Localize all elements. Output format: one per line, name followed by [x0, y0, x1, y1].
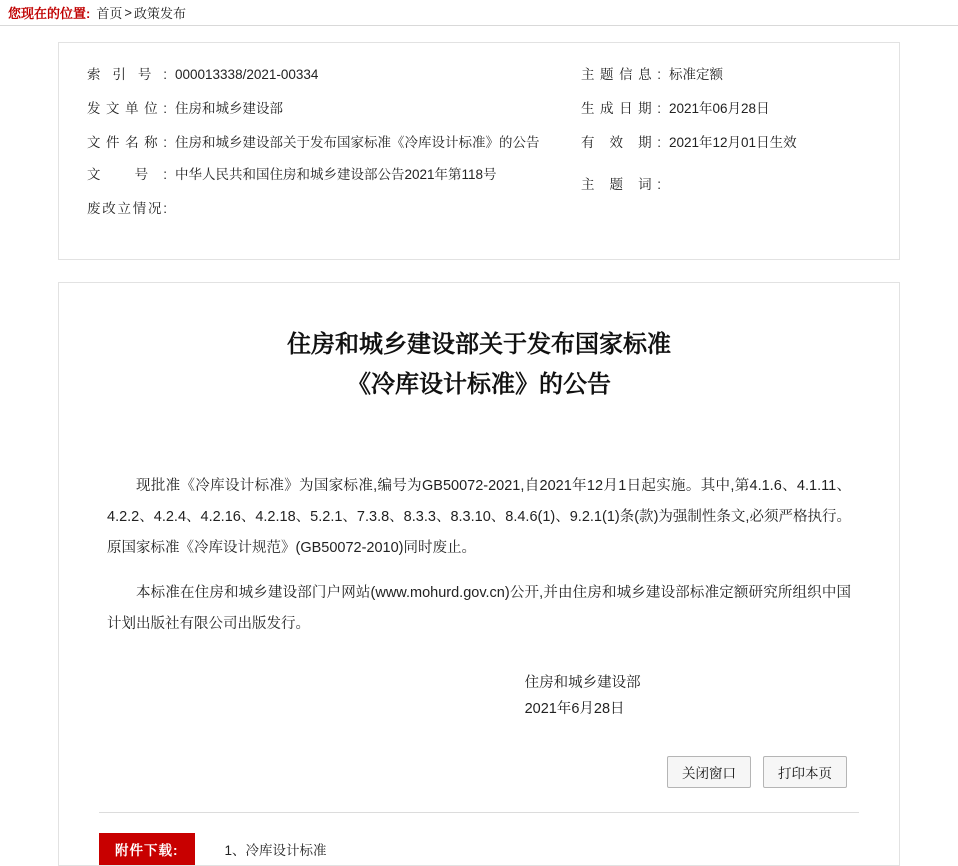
metadata-value: 000013338/2021-00334: [175, 67, 319, 82]
metadata-key: 主题信息:: [581, 67, 661, 82]
metadata-row: [87, 165, 557, 185]
breadcrumb-current: 政策发布: [133, 6, 186, 21]
breadcrumb-label: 您现在的位置:: [8, 6, 91, 21]
metadata-row: [87, 133, 557, 153]
metadata-row: [87, 65, 557, 85]
metadata-row: [581, 175, 871, 195]
attachment-list-item: [225, 839, 327, 859]
metadata-row: [87, 99, 557, 119]
metadata-row: [87, 199, 557, 219]
metadata-row: [581, 133, 871, 153]
close-window-button[interactable]: 关闭窗口: [667, 756, 751, 788]
signature-date: 2021年6月28日: [524, 701, 625, 717]
breadcrumb: [0, 0, 958, 26]
article-title-line-2: 《冷库设计标准》的公告: [347, 371, 611, 398]
breadcrumb-separator: >: [124, 5, 132, 20]
metadata-key: 文件名称:: [87, 135, 167, 150]
attachment-section: [99, 812, 859, 865]
metadata-key: 文 号:: [87, 167, 167, 182]
signature-organization: 住房和城乡建设部: [524, 675, 641, 691]
print-page-button[interactable]: 打印本页: [763, 756, 847, 788]
article-body: [99, 471, 859, 640]
metadata-row: [581, 99, 871, 119]
metadata-value: 2021年06月28日: [669, 101, 770, 116]
metadata-row: [581, 65, 871, 85]
metadata-value: 住房和城乡建设部关于发布国家标准《冷库设计标准》的公告: [175, 135, 540, 150]
metadata-column-left: [87, 65, 557, 233]
breadcrumb-link-home[interactable]: 首页: [96, 6, 123, 21]
metadata-value: 2021年12月01日生效: [669, 135, 797, 150]
page-title: [99, 317, 859, 405]
attachment-index: 1、: [224, 843, 246, 858]
article-title-line-1: 住房和城乡建设部关于发布国家标准: [287, 331, 671, 358]
metadata-key: 有 效 期:: [581, 135, 661, 150]
metadata-value: 标准定额: [669, 67, 723, 82]
metadata-key: 生成日期:: [581, 101, 661, 116]
action-button-row: [99, 756, 859, 788]
attachment-link[interactable]: 冷库设计标准: [245, 843, 327, 858]
article-card: [58, 282, 900, 866]
metadata-key: 索引号:: [87, 67, 167, 82]
metadata-column-right: [557, 65, 871, 233]
metadata-value: 住房和城乡建设部: [175, 101, 283, 116]
metadata-key: 废改立情况:: [87, 201, 167, 216]
page-content: [0, 42, 958, 866]
article-signature: [99, 670, 859, 722]
document-metadata-card: [58, 42, 900, 260]
metadata-value: 中华人民共和国住房和城乡建设部公告2021年第118号: [175, 167, 497, 182]
attachment-download-badge: 附件下载:: [99, 833, 195, 865]
metadata-key: 主 题 词:: [581, 177, 661, 192]
metadata-key: 发文单位:: [87, 101, 167, 116]
article-paragraph: 现批准《冷库设计标准》为国家标准,编号为GB50072-2021,自2021年12月1日起实施。其中,第4.1.6、4.1.11、4.2.2、4.2.4、4.2.16、4.2.18、5.2.1、7.3.8、8.3.3、8.3.10、8.4.6(1)、9.2.1(1)条(款)为强制性条文,必须严格执行。原国家标准《冷库设计规范》(GB50072-2010)同时废止。: [107, 478, 851, 556]
article-paragraph: 本标准在住房和城乡建设部门户网站(www.mohurd.gov.cn)公开,并由住房和城乡建设部标准定额研究所组织中国计划出版社有限公司出版发行。: [107, 585, 851, 632]
